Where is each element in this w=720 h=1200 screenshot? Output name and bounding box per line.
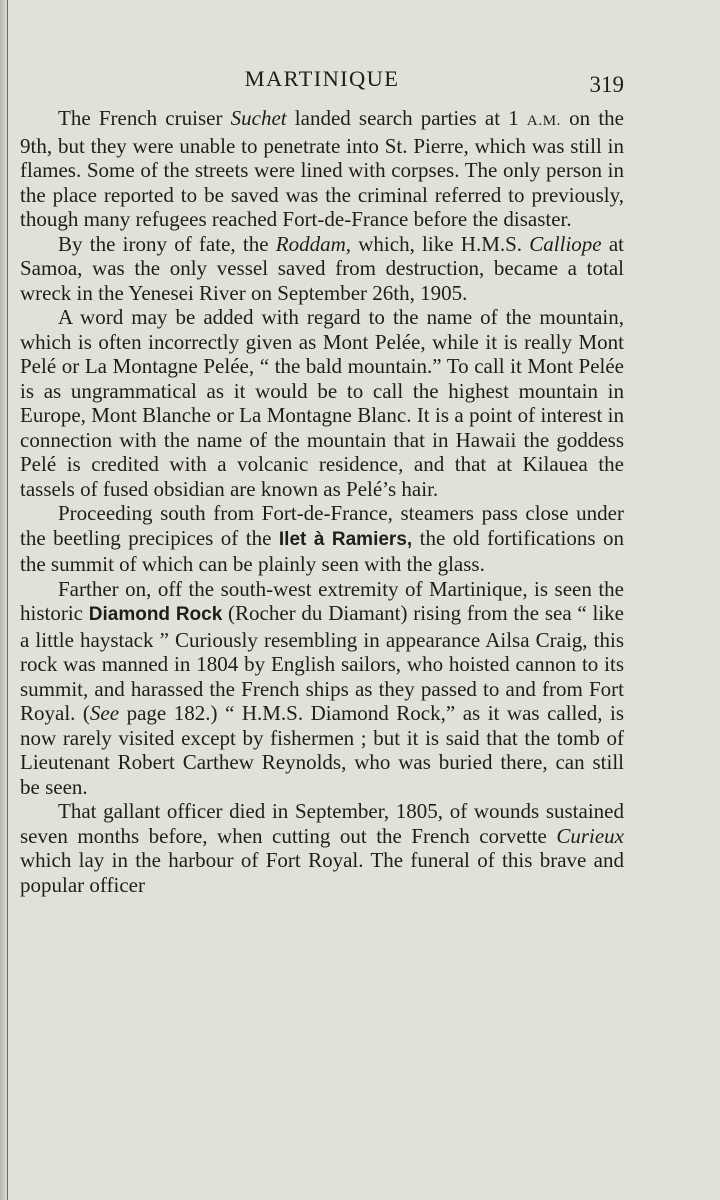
body-text [20, 106, 624, 897]
ship-name-italic: Calliope [529, 231, 602, 256]
text-segment: on the 9th, but they were unable to penetrate into St. Pierre, which was still in flames. Some of the streets were lined with corpses. The only person in the place reported to be saved was the criminal referred to previously, though many refugees reached Fort-de-France before the disaster. [20, 106, 624, 231]
text-segment: which, like H.M.S. [351, 231, 530, 256]
text-segment: which lay in the harbour of Fort Royal. The funeral of this brave and popular officer [20, 848, 624, 897]
text-segment: landed search parties at 1 [286, 106, 527, 130]
ship-name-italic: Suchet [230, 106, 287, 130]
paragraph-diamond-rock [20, 577, 624, 800]
text-segment: By the irony of fate, the [58, 231, 276, 256]
gutter-edge-line [7, 0, 8, 1200]
text-segment: Proceeding south from Fort-de-France, steamers pass close under the beetling precipices of the [20, 501, 624, 550]
paragraph-gallant-officer [20, 799, 624, 897]
running-title: MARTINIQUE [244, 66, 400, 91]
text-segment: at Samoa, was the only vessel saved from destruction, became a total wreck in the Yenesei River on September 26th, 1905. [20, 231, 625, 305]
paragraph-roddam [20, 232, 624, 306]
text-segment: (Rocher du Diamant) rising from the sea “ like a little haystack ” Curiously resembling in appearance Ailsa Craig, this rock was manned in 1804 by English sailors, who hoisted cannon to its summit, and harassed the French ships as they passed to and from Fort Royal. ( [20, 601, 624, 725]
paragraph-cruiser-suchet [20, 106, 624, 232]
place-name-bold: Ilet à Ramiers, [278, 528, 413, 550]
running-head [20, 62, 624, 102]
paragraph-ilet-a-ramiers [20, 501, 624, 577]
text-segment: The French cruiser [58, 106, 231, 130]
small-caps-time: A.M. [526, 113, 561, 129]
ship-name-italic: Roddam, [275, 231, 352, 256]
place-name-bold: Diamond Rock [88, 604, 223, 625]
text-segment: page 182.) “ H.M.S. Diamond Rock,” as it was called, is now rarely visited except by fishermen ; but it is said that the tomb of Lieutenant Robert Carthew Reynolds, who was buried there, can still be seen. [20, 701, 624, 799]
text-segment: Farther on, off the south-west extremity of Martinique, is seen the historic [20, 576, 624, 625]
cross-reference-italic: See [89, 701, 120, 725]
ship-name-italic: Curieux [556, 823, 624, 848]
text-segment: That gallant officer died in September, 1805, of wounds sustained seven months before, when cutting out the French corvette [20, 799, 624, 848]
page-number: 319 [589, 72, 624, 97]
text-segment: A word may be added with regard to the name of the mountain, which is often incorrectly given as Mont Pelée, while it is really Mont Pelé or La Montagne Pelée, “ the bald mountain.” To call it Mont Pelée is as ungrammatical as it would be to call the highest mountain in Europe, Mont Blanche or La Montagne Blanc. It is a point of interest in connection with the name of the mountain that in Hawaii the goddess Pelé is credited with a volcanic residence, and that at Kilauea the tassels of fused obsidian are known as Pelé’s hair. [20, 305, 624, 501]
text-segment: the old fortifications on the summit of which can be plainly seen with the glass. [20, 525, 624, 576]
paragraph-mountain-name [20, 305, 624, 501]
